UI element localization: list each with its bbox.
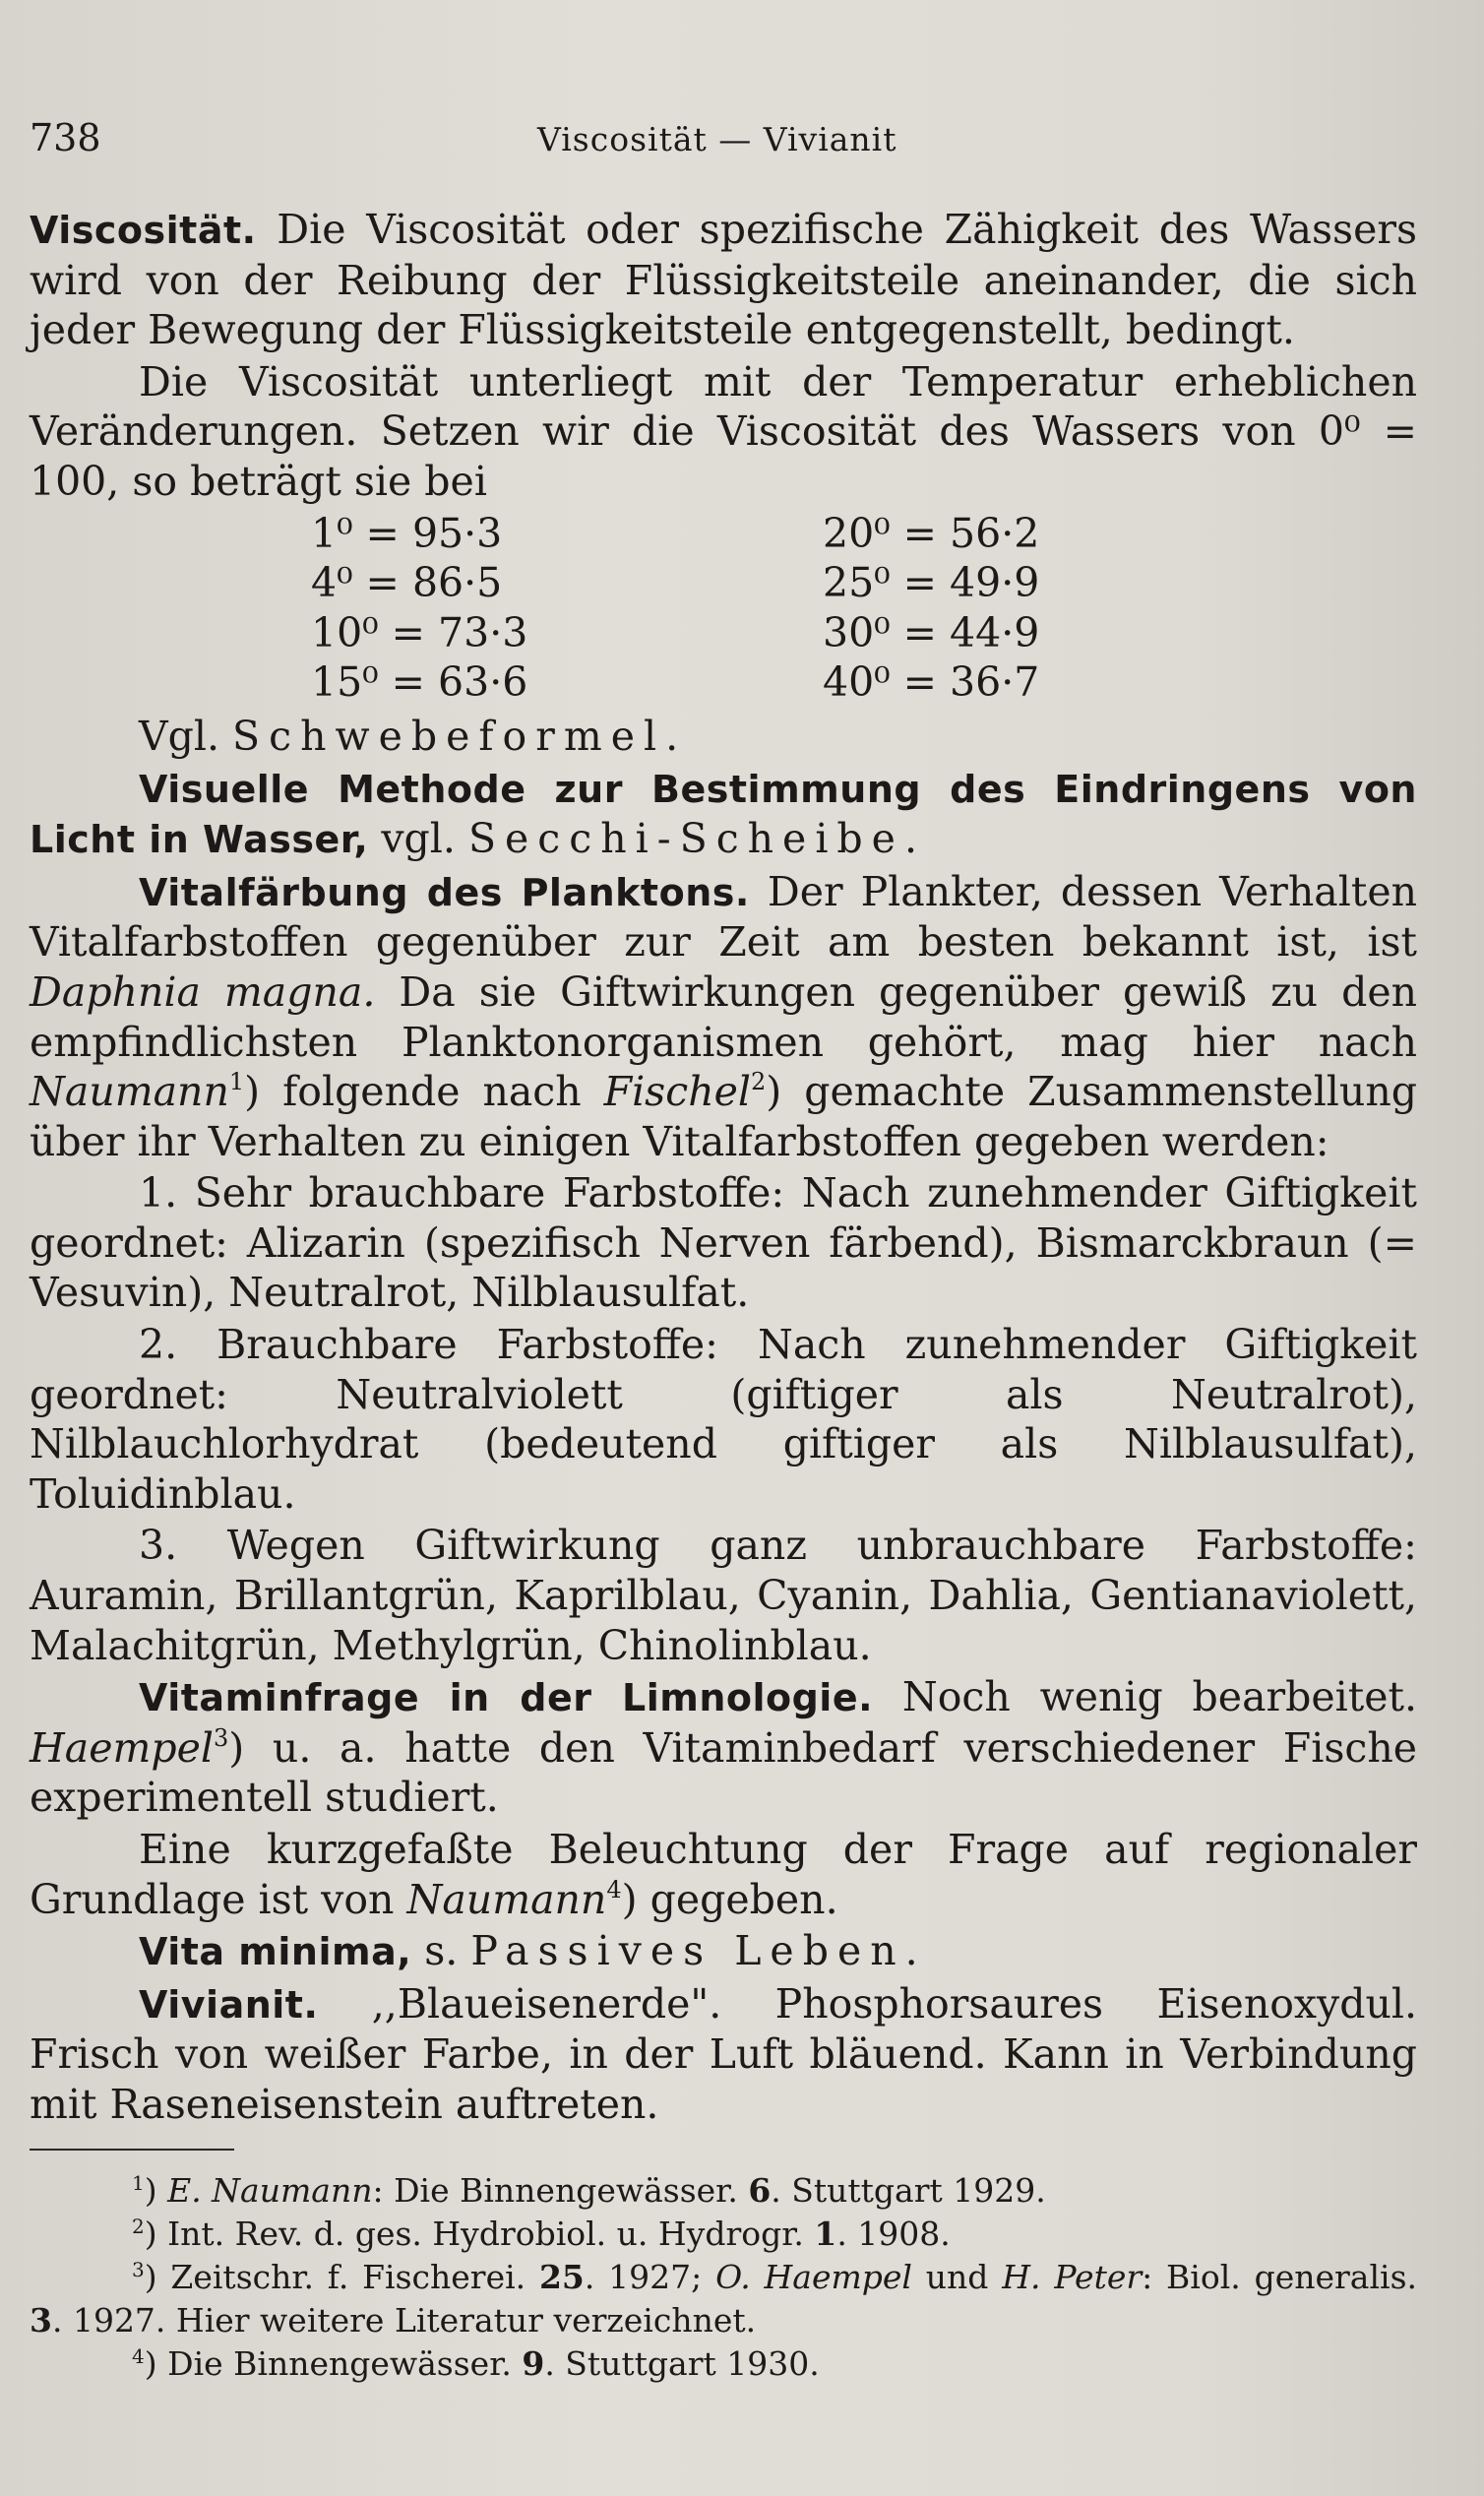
entry-text: Der Plankter, dessen Verhalten Vitalfarbstoffen gegenüber zur Zeit am besten bekannt ist, ist xyxy=(30,867,1417,967)
footnote-text: Zeitschr. f. Fischerei. xyxy=(170,2258,539,2296)
table-cell: 25⁰ = 49·9 xyxy=(823,559,1040,607)
entry-viscositaet xyxy=(30,205,1417,355)
author-name: Naumann xyxy=(30,1068,229,1116)
footnote-mark: 1 xyxy=(132,2171,145,2195)
footnote-mark: 3 xyxy=(132,2258,145,2281)
footnote-ref[interactable]: 3 xyxy=(213,1723,229,1752)
footnote-text: : Die Binnengewässer. xyxy=(372,2171,749,2210)
cross-ref-target: Passives Leben xyxy=(470,1927,905,1975)
entry-text: Eine kurzgefaßte Beleuchtung der Frage auf regionaler Grundlage ist von xyxy=(30,1826,1417,1923)
footnote: $^2$) Int. Rev. d. ges. Hydrobiol. u. Hydrogr. 1. 1908. xyxy=(132,2215,951,2253)
table-row xyxy=(311,608,1039,658)
entry-text: ) folgende nach xyxy=(244,1068,604,1116)
page-number: 738 xyxy=(30,116,101,159)
footnote-text: : Biol. generalis. xyxy=(1142,2258,1417,2296)
viscosity-table xyxy=(311,509,1039,708)
entry-heading: Vitalfärbung des Planktons. xyxy=(139,870,750,914)
entry-heading: Vivianit. xyxy=(139,1982,319,2027)
entry-text: Die Viscosität oder spezifische Zähigkeit des Wassers wird von der Reibung der Flüssigkeitsteile aneinander, die sich jeder Bewegung der Flüssigkeitsteile entgegenstellt, bedingt. xyxy=(30,206,1417,354)
cross-ref-prefix: Vgl. xyxy=(139,712,233,760)
list-item: 2. Brauchbare Farbstoffe: Nach zunehmender Giftigkeit geordnet: Neutralviolett (giftiger als Neutralrot), Nilblauchlorhydrat (bedeutend giftiger als Nilblausulfat), Toluidinblau. xyxy=(30,1321,1417,1518)
footnote-ref[interactable]: 4 xyxy=(606,1875,622,1903)
footnote-text: . Stuttgart 1929. xyxy=(771,2171,1046,2210)
entry-vitaminfrage xyxy=(30,1672,1417,1823)
main-text xyxy=(30,205,1417,2132)
footnote-divider xyxy=(30,2149,234,2151)
footnote-text: . 1927; xyxy=(584,2258,716,2296)
volume-number: 3 xyxy=(30,2301,52,2340)
footnote-text: . Stuttgart 1930. xyxy=(544,2344,820,2383)
volume-number: 25 xyxy=(538,2258,585,2296)
entry-text: ) gegeben. xyxy=(621,1875,838,1923)
paragraph xyxy=(30,1825,1417,1924)
table-cell: 20⁰ = 56·2 xyxy=(823,509,1040,557)
footnote: $^1$) E. Naumann: Die Binnengewässer. 6. Stuttgart 1929. xyxy=(132,2171,1046,2210)
footnote-mark: 4 xyxy=(132,2344,145,2368)
table-cell: 10⁰ = 73·3 xyxy=(311,608,528,656)
cross-ref-suffix: . xyxy=(665,712,679,760)
entry-text: ,,Blaueisenerde". Phosphorsaures Eisenoxydul. Frisch von weißer Farbe, in der Luft bläuend. Kann in Verbindung mit Raseneisenstein auftreten. xyxy=(30,1979,1417,2128)
footnote: $^4$) Die Binnengewässer. 9. Stuttgart 1930. xyxy=(132,2344,820,2383)
paragraph: Die Viscosität unterliegt mit der Temperatur erheblichen Veränderungen. Setzen wir die Viscosität des Wassers von 0⁰ = 100, so beträgt sie bei xyxy=(30,357,1417,505)
entry-heading: Viscosität. xyxy=(30,209,257,252)
table-cell: 1⁰ = 95·3 xyxy=(311,509,503,557)
entry-vita-minima xyxy=(30,1926,1417,1977)
cross-ref-prefix: s. xyxy=(411,1927,471,1975)
footnote-mark: 2 xyxy=(132,2215,145,2238)
volume-number: 9 xyxy=(522,2344,545,2383)
page-header xyxy=(30,116,1417,175)
author-name: Fischel xyxy=(603,1068,751,1116)
entry-heading: Vitaminfrage in der Limnologie. xyxy=(139,1676,874,1720)
table-row xyxy=(311,509,1039,559)
table-cell: 15⁰ = 63·6 xyxy=(311,658,528,707)
footnotes xyxy=(30,2169,1417,2386)
author-name: Haempel xyxy=(30,1723,214,1772)
entry-vitalfaerbung xyxy=(30,867,1417,1167)
entry-visuelle-methode xyxy=(30,764,1417,865)
footnote-text: . 1927. Hier weitere Literatur verzeichnet. xyxy=(51,2301,757,2340)
cross-ref-target: Secchi-Scheibe xyxy=(467,815,904,863)
table-cell: 4⁰ = 86·5 xyxy=(311,559,503,607)
running-head: Viscosität — Vivianit xyxy=(537,120,897,158)
cross-ref-target: Schwebeformel xyxy=(232,712,666,760)
entry-text: ) u. a. hatte den Vitaminbedarf verschiedener Fische experimentell studiert. xyxy=(30,1723,1417,1822)
entry-heading: Vita minima, xyxy=(139,1930,412,1974)
footnote: $^3$) Zeitschr. f. Fischerei. 25. 1927; O. Haempel und H. Peter: Biol. generalis. 3. 1927. Hier weitere Literatur verzeichnet. xyxy=(30,2258,1417,2340)
author-name: H. Peter xyxy=(1002,2258,1143,2296)
entry-text: Noch wenig bearbeitet. xyxy=(873,1673,1417,1721)
footnote-text: Die Binnengewässer. xyxy=(167,2344,523,2383)
cross-ref-suffix: . xyxy=(903,815,917,863)
entry-text: Da sie Giftwirkungen gegenüber gewiß zu den empfindlichsten Planktonorganismen gehört, mag hier nach xyxy=(30,967,1417,1066)
author-name: E. Naumann xyxy=(167,2171,373,2210)
footnote-text: . 1908. xyxy=(836,2215,951,2253)
footnote-text: und xyxy=(912,2258,1003,2296)
cross-reference xyxy=(30,712,1417,762)
list-item: 1. Sehr brauchbare Farbstoffe: Nach zunehmender Giftigkeit geordnet: Alizarin (spezifisch Nerven färbend), Bismarckbraun (= Vesuvin), Neutralrot, Nilblausulfat. xyxy=(30,1169,1417,1317)
table-row xyxy=(311,657,1039,708)
cross-ref-suffix: . xyxy=(904,1927,918,1975)
volume-number: 6 xyxy=(748,2171,772,2210)
list-item: 3. Wegen Giftwirkung ganz unbrauchbare Farbstoffe: Auramin, Brillantgrün, Kaprilblau, Cyanin, Dahlia, Gentianaviolett, Malachitgrün, Methylgrün, Chinolinblau. xyxy=(30,1522,1417,1669)
table-row xyxy=(311,558,1039,608)
footnote-ref[interactable]: 2 xyxy=(750,1068,767,1096)
table-cell: 30⁰ = 44·9 xyxy=(823,608,1040,656)
species-name: Daphnia magna. xyxy=(30,967,376,1016)
cross-ref-prefix: vgl. xyxy=(368,815,468,863)
author-name: O. Haempel xyxy=(715,2258,912,2296)
entry-text: ) gemachte Zusammenstellung über ihr Verhalten zu einigen Vitalfarbstoffen gegeben werden: xyxy=(30,1068,1417,1165)
entry-heading: Visuelle Methode zur Bestimmung des Eindringens von Licht in Wasser, xyxy=(30,767,1417,862)
footnote-text: Int. Rev. d. ges. Hydrobiol. u. Hydrogr. xyxy=(167,2215,815,2253)
table-cell: 40⁰ = 36·7 xyxy=(823,658,1040,707)
footnote-ref[interactable]: 1 xyxy=(228,1068,245,1096)
entry-vivianit xyxy=(30,1979,1417,2130)
volume-number: 1 xyxy=(814,2215,837,2253)
author-name: Naumann xyxy=(406,1875,607,1923)
